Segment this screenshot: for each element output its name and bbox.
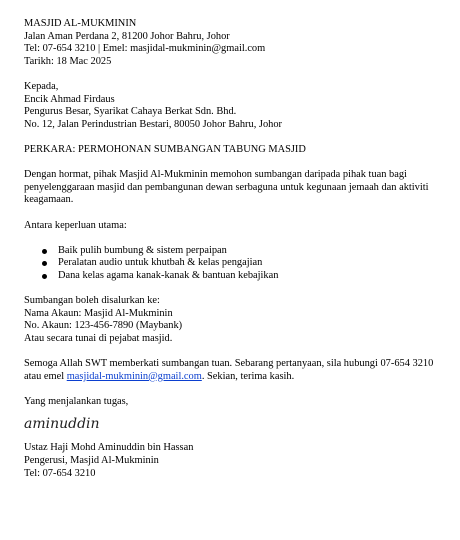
cash-note: Atau secara tunai di pejabat masjid. [24, 332, 173, 344]
regards-line: Yang menjalankan tugas, [24, 395, 129, 407]
svg-text:aminuddin: aminuddin [24, 416, 100, 433]
sender-contact: Tel: 07-654 3210 | Emel: masjidal-mukminin@gmail.com [24, 43, 266, 55]
bullet-icon [42, 249, 47, 254]
spacer [24, 383, 436, 396]
spacer [24, 232, 436, 245]
payment-heading: Sumbangan boleh disalurkan ke: [24, 295, 160, 307]
payment-block [24, 295, 436, 345]
sender-address: Jalan Aman Perdana 2, 81200 Johor Bahru, Johor [24, 30, 230, 42]
signatory-phone: Tel: 07-654 3210 [24, 467, 96, 479]
spacer [24, 131, 436, 144]
signature [24, 408, 436, 442]
bullet-icon [42, 274, 47, 279]
closing-text: Semoga Allah SWT memberkati sumbangan tuan. Sebarang pertanyaan, sila hubungi 07-654 3210 atau emel [24, 358, 434, 382]
account-name: Nama Akaun: Masjid Al-Mukminin [24, 307, 173, 319]
intro-paragraph: Dengan hormat, pihak Masjid Al-Mukminin memohon sumbangan daripada pihak tuan bagi penyelenggaraan masjid dan pembangunan dewan serbaguna untuk kegunaan jemaah dan aktiviti keagamaan. [24, 169, 429, 206]
signatory-title: Pengerusi, Masjid Al-Mukminin [24, 455, 159, 466]
spacer [24, 345, 436, 358]
signature-icon [24, 412, 114, 436]
needs-heading: Antara keperluan utama: [24, 219, 127, 231]
letter-subject: PERKARA: PERMOHONAN SUMBANGAN TABUNG MASJID [24, 143, 306, 155]
signatory-name: Ustaz Haji Mohd Aminuddin bin Hassan [24, 442, 194, 454]
spacer [24, 282, 436, 295]
spacer [24, 68, 436, 81]
letter-date: Tarikh: 18 Mac 2025 [24, 55, 112, 67]
recipient-salutation: Kepada, [24, 80, 59, 92]
list-item [42, 270, 436, 283]
sender-name: MASJID AL-MUKMININ [24, 18, 137, 29]
recipient-address: No. 12, Jalan Perindustrian Bestari, 80050 Johor Bahru, Johor [24, 118, 283, 130]
needs-list [24, 245, 436, 283]
bullet-icon [42, 261, 47, 266]
recipient-block [24, 81, 436, 131]
spacer [24, 157, 436, 170]
list-item [42, 257, 436, 270]
list-item-text: Baik pulih bumbung & sistem perpaipan [58, 244, 227, 256]
sender-block [24, 18, 436, 68]
recipient-position: Pengurus Besar, Syarikat Cahaya Berkat Sdn. Bhd. [24, 106, 237, 118]
email-link[interactable]: masjidal-mukminin@gmail.com [66, 370, 202, 382]
list-item [42, 245, 436, 258]
spacer [24, 207, 436, 220]
list-item-text: Peralatan audio untuk khutbah & kelas pengajian [58, 257, 263, 269]
closing-end: . Sekian, terima kasih. [201, 370, 295, 382]
signatory-block [24, 442, 436, 480]
closing-paragraph [24, 358, 436, 383]
list-item-text: Dana kelas agama kanak-kanak & bantuan kebajikan [58, 269, 279, 281]
account-number: No. Akaun: 123-456-7890 (Maybank) [24, 320, 183, 332]
recipient-name: Encik Ahmad Firdaus [24, 93, 115, 105]
